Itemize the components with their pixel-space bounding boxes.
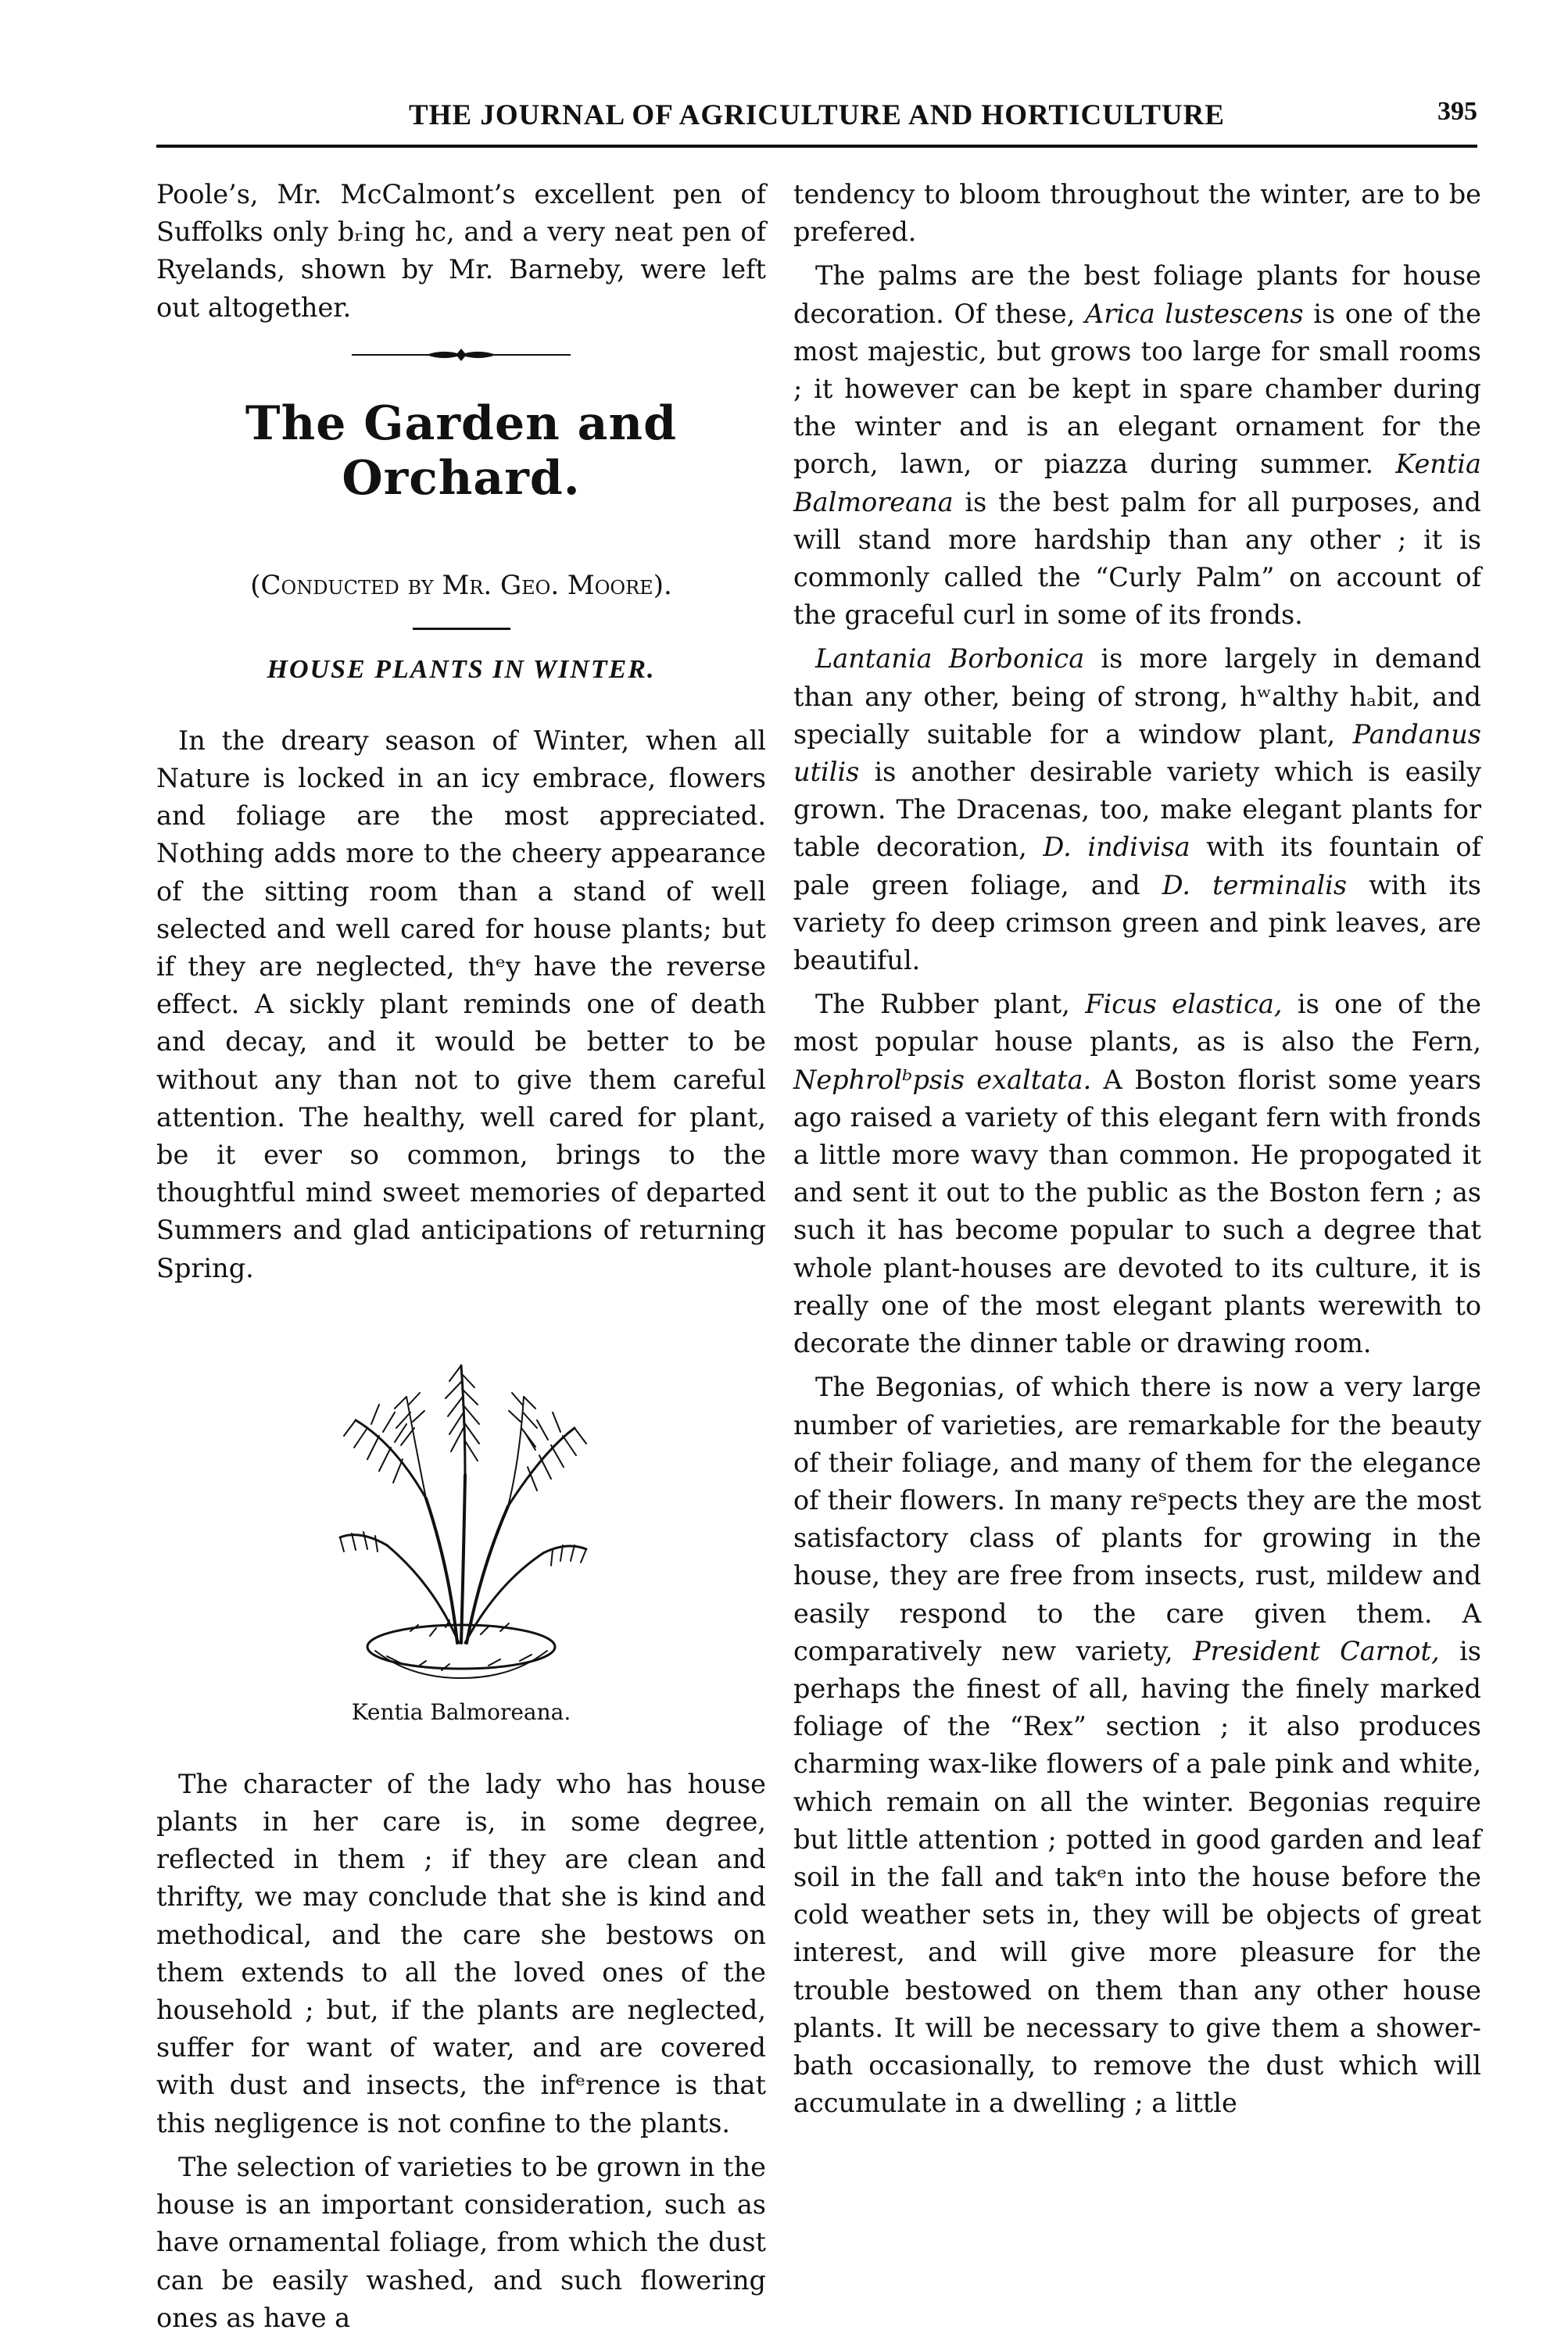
figure (156, 1350, 766, 1727)
species-name: President Carnot, (1193, 1635, 1440, 1666)
species-name: D. indivisa (1043, 832, 1190, 863)
paragraph-selection: The selection of varieties to be grown in the house is an important consideration, such as have ornamental foliage, from which the dust can be easily washed, and such flowering ones as have a (156, 2151, 766, 2333)
species-name: Arica lustescens (1085, 298, 1304, 329)
running-head: THE JOURNAL OF AGRICULTURE AND HORTICULTURE (409, 99, 1225, 131)
species-name: Pandanus utilis (793, 718, 1481, 788)
section-title: The Garden and Orchard. (245, 395, 678, 506)
left-column (156, 176, 766, 2337)
ornament-divider (352, 346, 571, 363)
short-rule (413, 628, 510, 630)
page-number: 395 (1437, 97, 1477, 126)
conducted-byline: (Conducted by Mr. Geo. Moore). (250, 569, 672, 601)
paragraph-rubber-plant: The Rubber plant, Ficus elastica, is one of the most popular house plants, as is also the Fern, Nephrolᵇpsis exaltata. A Boston florist some years ago raised a variety of this elegant fern with fronds a little more wavy than common. He propogated it and sent it out to the public as the Boston fern ; as such it has become popular to such a degree that whole plant-houses are devoted to its culture, it is really one of the most elegant plants werewith to decorate the dinner table or drawing room. (793, 989, 1481, 1359)
header-rule (156, 145, 1477, 148)
paragraph-character: The character of the lady who has house plants in her care is, in some degree, reflected in them ; if they are clean and thrifty, we may conclude that she is kind and methodical, and the care she bestows on them extends to all the loved ones of the household ; but, if the plants are neglected, suffer for want of water, and are covered with dust and insects, the infᵉrence is that this negligence is not confine to the plants. (156, 1768, 766, 2138)
species-name: Lantania Borbonica (815, 643, 1085, 675)
paragraph-bloom: tendency to bloom throughout the winter, are to be prefered. (793, 179, 1481, 248)
continuation-paragraph: Poole’s, Mr. McCalmont’s excellent pen of Suffolks only bᵣing hc, and a very neat pen of Ryelands, shown by Mr. Barneby, were left out altogether. (156, 179, 766, 323)
page-header (156, 92, 1477, 131)
species-name: Nephrolᵇpsis exaltata. (793, 1064, 1092, 1095)
species-name: D. terminalis (1162, 869, 1348, 900)
paragraph-lantania: Lantania Borbonica is more largely in demand than any other, being of strong, hʷalthy hₐbit, and specially suitable for a window plant, Pandanus utilis is another desirable variety which is easily grown. The Dracenas, too, make elegant plants for table decoration, D. indivisa with its fountain of pale green foliage, and D. terminalis with its variety fo deep crimson green and pink leaves, are beautiful. (793, 643, 1481, 976)
paragraph-palms: The palms are the best foliage plants for house decoration. Of these, Arica lustescens is one of the most majestic, but grows too large for small rooms ; it however can be kept in spare chamber during the winter and is an elegant ornament for the porch, lawn, or piazza during summer. Kentia Balmoreana is the best palm for all purposes, and will stand more hardship than any other ; it is commonly called the “Curly Palm” on account of the graceful curl in some of its fronds. (793, 260, 1481, 631)
right-column (793, 176, 1481, 2122)
figure-caption: Kentia Balmoreana. (351, 1698, 571, 1725)
species-name: Ficus elastica, (1085, 989, 1283, 1020)
paragraph-begonias: The Begonias, of which there is now a very large number of varieties, are remarkable for the beauty of their foliage, and many of them for the elegance of their flowers. In many reˢpects they are the most satisfactory class of plants for growing in the house, they are free from insects, rust, mildew and easily respond to the care given them. A comparatively new variety, President Carnot, is perhaps the finest of all, having the finely marked foliage of the “Rex” section ; it also produces charming wax-like flowers of a pale pink and white, which remain on all the winter. Begonias require but little attention ; potted in good garden and leaf soil in the fall and takᵉn into the house before the cold weather sets in, they will be objects of great interest, and will give more pleasure for the trouble bestowed on them than any other house plants. It will be necessary to give them a shower-bath occasionally, to remove the dust which will accumulate in a dwelling ; a little (793, 1372, 1481, 2119)
paragraph-intro: In the dreary season of Winter, when all Nature is locked in an icy embrace, flowers and foliage are the most appreciated. Nothing adds more to the cheery appearance of the sitting room than a stand of well selected and well cared for house plants; but if they are neglected, thᵉy have the reverse effect. A sickly plant reminds one of death and decay, and it would be better to be without any than not to give them careful attention. The healthy, well cared for plant, be it ever so common, brings to the thoughtful mind sweet memories of departed Summers and glad anticipations of returning Spring. (156, 725, 766, 1283)
article-title: HOUSE PLANTS IN WINTER. (267, 654, 656, 684)
palm-illustration (332, 1350, 590, 1694)
species-name: Kentia Balmoreana (793, 449, 1481, 517)
